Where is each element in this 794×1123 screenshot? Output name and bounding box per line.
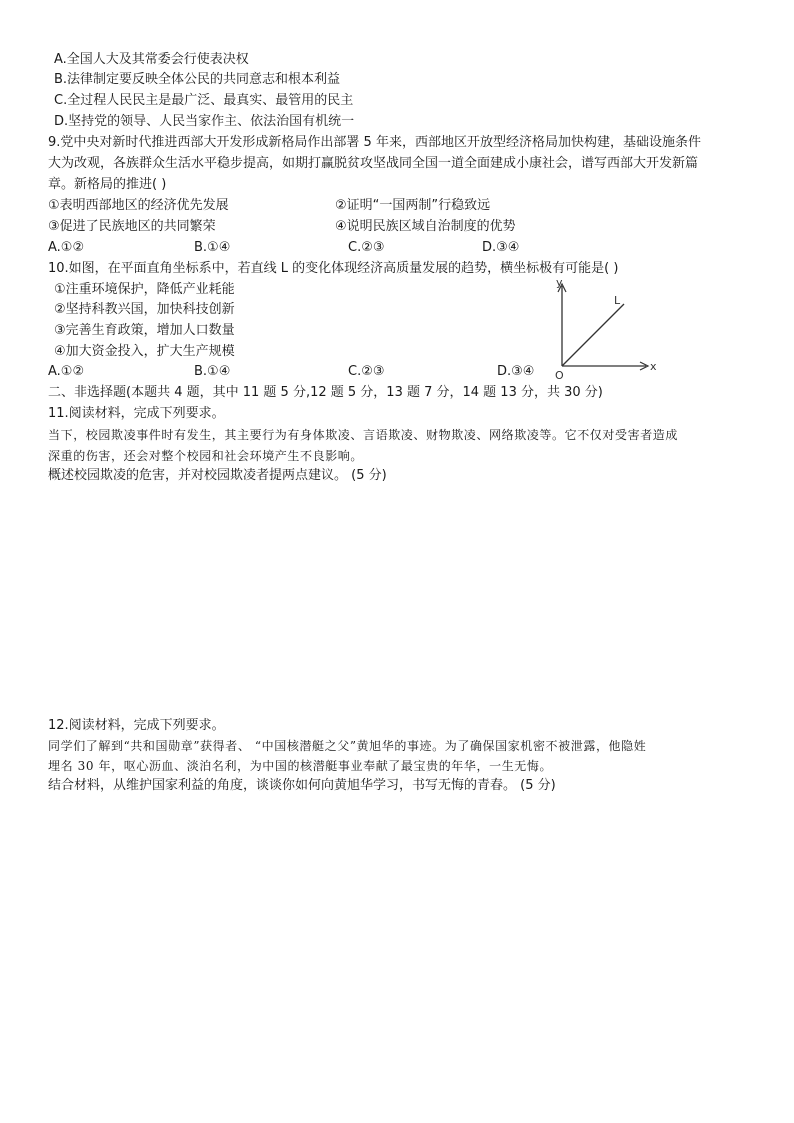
q12-material-line1: 同学们了解到“共和国勋章”获得者、 “中国核潜艇之父”黄旭华的事迹。为了确保国家机密不被泄露，他隐姓 [48,739,647,753]
origin-label: O [555,369,564,382]
q10-item-2: ②坚持科教兴国，加快科技创新 [54,302,235,317]
q9-item-1: ①表明西部地区的经济优先发展 [48,198,229,213]
q10-item-1: ①注重环境保护，降低产业耗能 [54,282,235,297]
y-axis-label: y [556,276,563,289]
q12-head: 12.阅读材料，完成下列要求。 [48,718,225,733]
q9-item-3: ③促进了民族地区的共同繁荣 [48,219,216,234]
line-l [562,304,624,366]
q11-material-line1: 当下，校园欺凌事件时有发生，其主要行为有身体欺凌、言语欺凌、财物欺凌、网络欺凌等。它不仅对受害者造成 [48,428,679,442]
x-axis-label: x [650,360,657,373]
q12-material-line2: 埋名 30 年，呕心沥血、淡泊名利，为中国的核潜艇事业奉献了最宝贵的年华，一生无悔。 [48,759,553,773]
q8-option-b: B.法律制定要反映全体公民的共同意志和根本利益 [54,72,341,87]
q9-option-a: A.①② [48,240,85,255]
q9-item-4: ④说明民族区域自治制度的优势 [335,219,516,234]
q10-option-c: C.②③ [348,364,385,379]
q9-stem-line2: 大为改观，各族群众生活水平稳步提高，如期打赢脱贫攻坚战同全国一道全面建成小康社会，谱写西部大开发新篇 [48,156,699,171]
q8-option-c: C.全过程人民民主是最广泛、最真实、最管用的民主 [54,93,354,108]
line-label: L [614,294,621,307]
q11-task: 概述校园欺凌的危害，并对校园欺凌者提两点建议。 (5 分) [48,468,387,483]
q11-material-line2: 深重的伤害，还会对整个校园和社会环境产生不良影响。 [48,449,364,463]
q10-item-4: ④加大资金投入，扩大生产规模 [54,344,235,359]
q8-option-a: A.全国人大及其常委会行使表决权 [54,52,249,67]
q9-stem-line1: 9.党中央对新时代推进西部大开发形成新格局作出部署 5 年来，西部地区开放型经济格局加快构建，基础设施条件 [48,135,701,150]
section-title: 二、非选择题(本题共 4 题，其中 11 题 5 分,12 题 5 分，13 题 7 分，14 题 13 分，共 30 分) [48,385,603,400]
q10-option-b: B.①④ [194,364,231,379]
q10-stem: 10.如图，在平面直角坐标系中，若直线 L 的变化体现经济高质量发展的趋势，横坐标极有可能是( ) [48,261,619,276]
q12-task: 结合材料，从维护国家利益的角度，谈谈你如何向黄旭华学习，书写无悔的青春。 (5 分) [48,778,556,793]
q8-option-d: D.坚持党的领导、人民当家作主、依法治国有机统一 [54,114,355,129]
q9-option-d: D.③④ [482,240,520,255]
q9-option-c: C.②③ [348,240,385,255]
q10-option-a: A.①② [48,364,85,379]
q9-stem-line3: 章。新格局的推进( ) [48,177,167,192]
q10-option-d: D.③④ [497,364,535,379]
coordinate-graph [548,272,668,382]
q9-option-b: B.①④ [194,240,231,255]
q11-head: 11.阅读材料，完成下列要求。 [48,406,225,421]
q9-item-2: ②证明“一国两制”行稳致远 [335,198,491,213]
q10-item-3: ③完善生育政策，增加人口数量 [54,323,235,338]
